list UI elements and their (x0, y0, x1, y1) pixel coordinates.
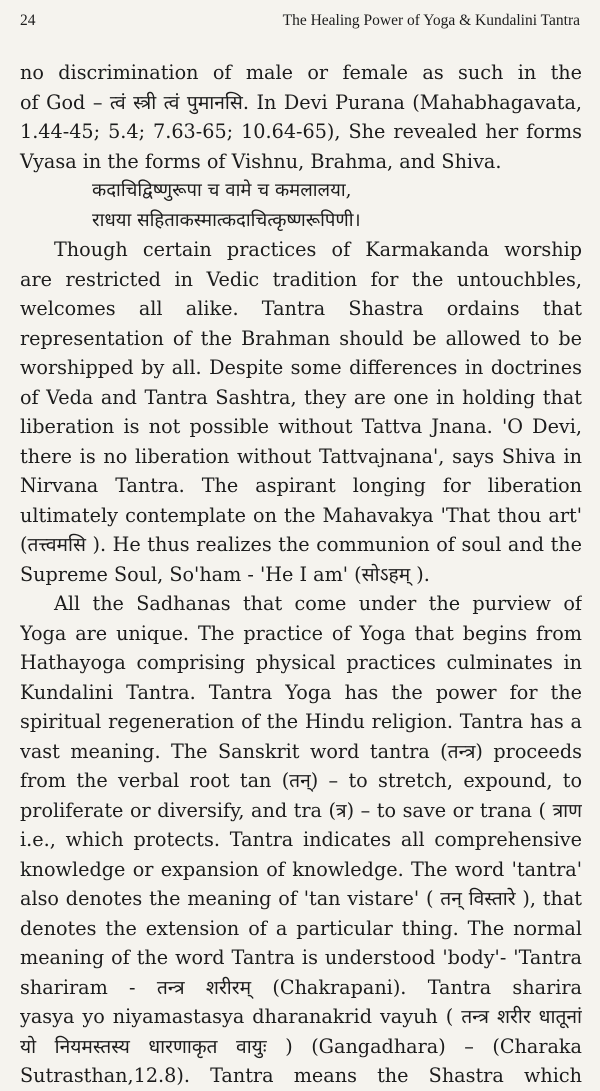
text-line: Yoga are unique. The practice of Yoga that begins from (20, 621, 582, 645)
text-line: spiritual regeneration of the Hindu religion. Tantra has a (20, 710, 582, 733)
text-line: proliferate or diversify, and tra (त्र) – to save or trana ( त्राण (20, 798, 582, 822)
body-text (20, 58, 582, 1091)
page-header (20, 12, 580, 30)
text-line: All the Sadhanas that come under the purview of (54, 592, 582, 615)
page-number: 24 (20, 12, 36, 29)
text-line: i.e., which protects. Tantra indicates all comprehensive (20, 828, 582, 851)
text-line: no discrimination of male or female as such in the (20, 61, 582, 84)
text-line: Kundalini Tantra. Tantra Yoga has the power for the (20, 680, 582, 704)
text-line: denotes the extension of a particular thing. The normal (20, 916, 582, 940)
text-line: 1.44-45; 5.4; 7.63-65; 10.64-65), She revealed her forms (20, 120, 582, 143)
text-line: Though certain practices of Karmakanda worship (54, 238, 582, 261)
text-line: there is no liberation without Tattvajnana', says Shiva in (20, 444, 582, 468)
sanskrit-verse-line: राधया सहिताकस्मात्कदाचित्कृष्णरूपिणी। (92, 209, 361, 231)
text-line: shariram - तन्त्र शरीरम् (Chakrapani). Tantra sharira (20, 975, 582, 999)
text-line: Vyasa in the forms of Vishnu, Brahma, and Shiva. (20, 149, 502, 173)
text-line: liberation is not possible without Tattva Jnana. 'O Devi, (20, 415, 582, 438)
text-line: Nirvana Tantra. The aspirant longing for liberation (20, 474, 582, 497)
text-line: (तत्त्वमसि ). He thus realizes the communion of soul and the (20, 533, 582, 556)
text-line: representation of the Brahman should be allowed to be (20, 326, 582, 350)
text-line: yasya yo niyamastasya dharanakrid vayuh ( तन्त्र शरीर धातूनां (20, 1005, 582, 1028)
text-line: are restricted in Vedic tradition for the untouchbles, (20, 267, 582, 291)
text-line: यो नियमस्तस्य धारणाकृत वायुः ) (Gangadhara) – (Charaka (20, 1034, 582, 1058)
text-line: of God – त्वं स्त्री त्वं पुमानसि. In Devi Purana (Mahabhagavata, (20, 90, 582, 114)
text-line: Sutrasthan,12.8). Tantra means the Shastra which (20, 1064, 582, 1087)
text-line: knowledge or expansion of knowledge. The word 'tantra' (20, 857, 582, 881)
text-line: from the verbal root tan (तन्) – to stretch, expound, to (20, 769, 582, 792)
text-line: also denotes the meaning of 'tan vistare' ( तन् विस्तारे ), that (20, 887, 582, 910)
running-head: The Healing Power of Yoga & Kundalini Tantra (282, 12, 580, 29)
text-line: of Veda and Tantra Sashtra, they are one in holding that (20, 385, 582, 409)
text-line: welcomes all alike. Tantra Shastra ordains that (20, 297, 582, 320)
text-line: Hathayoga comprising physical practices culminates in (20, 651, 582, 674)
text-line: meaning of the word Tantra is understood 'body'- 'Tantra (20, 946, 582, 969)
text-line: vast meaning. The Sanskrit word tantra (तन्त्र) proceeds (20, 739, 582, 763)
text-line: Supreme Soul, So'ham - 'He I am' (सोऽहम् ). (20, 562, 430, 586)
text-line: ultimately contemplate on the Mahavakya 'That thou art' (20, 503, 582, 527)
sanskrit-verse-line: कदाचिद्विष्णुरूपा च वामे च कमलालया, (92, 180, 352, 201)
text-line: worshipped by all. Despite some differences in doctrines (20, 356, 582, 379)
